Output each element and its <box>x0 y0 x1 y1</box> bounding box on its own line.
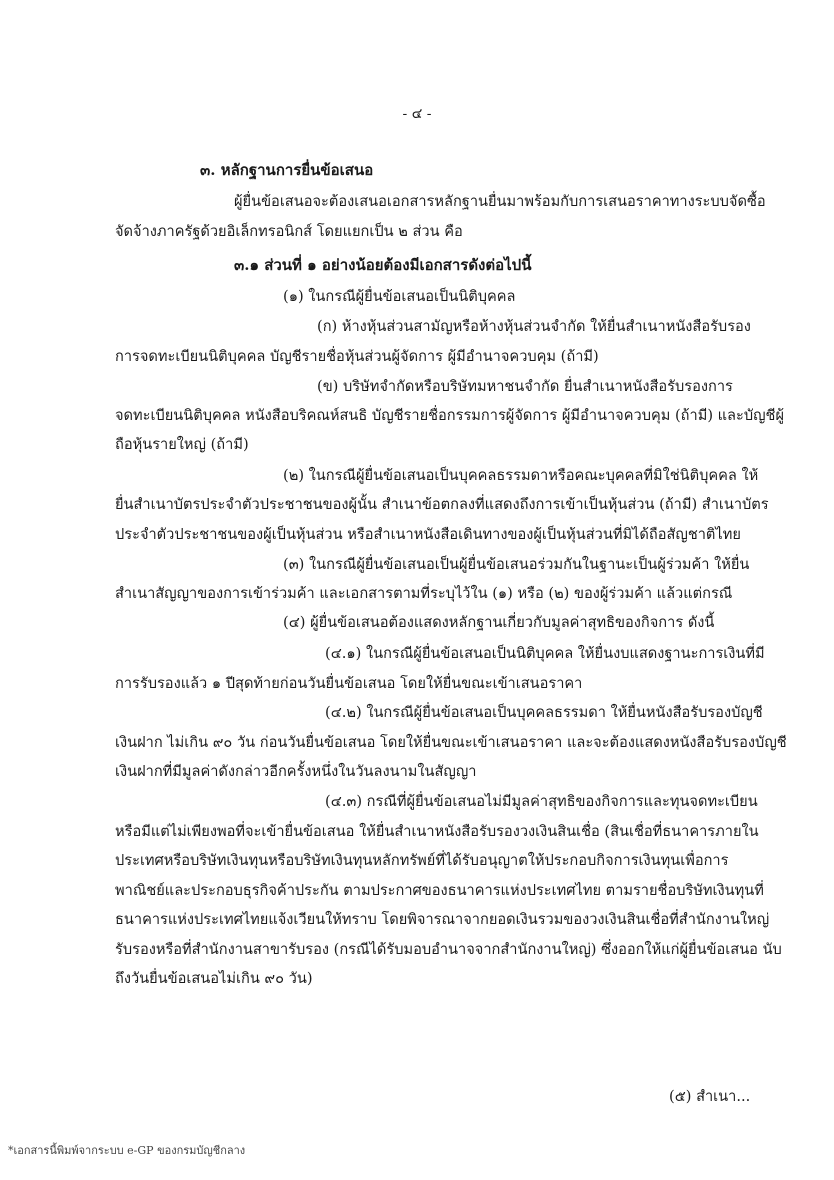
item-line: (๓) ในกรณีผู้ยื่นข้อเสนอเป็นผู้ยื่นข้อเสนอร่วมกันในฐานะเป็นผู้ร่วมค้า ให้ยื่น <box>283 556 750 573</box>
item-line: (ข) บริษัทจำกัดหรือบริษัทมหาชนจำกัด ยื่นสำเนาหนังสือรับรองการ <box>317 378 733 395</box>
paragraph-line: พาณิชย์และประกอบธุรกิจค้าประกัน ตามประกาศของธนาคารแห่งประเทศไทย ตามรายชื่อบริษัทเงินทุนที่ <box>115 882 764 899</box>
paragraph-line: จัดจ้างภาครัฐด้วยอิเล็กทรอนิกส์ โดยแยกเป็น ๒ ส่วน คือ <box>115 223 463 240</box>
paragraph-line: ถึงวันยื่นข้อเสนอไม่เกิน ๙๐ วัน) <box>115 970 313 987</box>
paragraph-line: รับรองหรือที่สำนักงานสาขารับรอง (กรณีได้รับมอบอำนาจจากสำนักงานใหญ่) ซึ่งออกให้แก่ผู้ยื่นข้อเสนอ นับ <box>115 941 782 958</box>
paragraph-line: ประจำตัวประชาชนของผู้เป็นหุ้นส่วน หรือสำเนาหนังสือเดินทางของผู้เป็นหุ้นส่วนที่มิได้ถือสัญชาติไทย <box>115 526 741 543</box>
paragraph-line: ยื่นสำเนาบัตรประจำตัวประชาชนของผู้นั้น สำเนาข้อตกลงที่แสดงถึงการเข้าเป็นหุ้นส่วน (ถ้ามี) สำเนาบัตร <box>115 496 769 513</box>
item-line: (๔) ผู้ยื่นข้อเสนอต้องแสดงหลักฐานเกี่ยวกับมูลค่าสุทธิของกิจการ ดังนี้ <box>283 614 715 631</box>
subsection-heading: ๓.๑ ส่วนที่ ๑ อย่างน้อยต้องมีเอกสารดังต่อไปนี้ <box>234 256 532 274</box>
continuation-marker: (๕) สำเนา... <box>669 1088 751 1105</box>
item-line: (๔.๑) ในกรณีผู้ยื่นข้อเสนอเป็นนิติบุคคล ให้ยื่นงบแสดงฐานะการเงินที่มี <box>325 645 765 662</box>
paragraph-line: หรือมีแต่ไม่เพียงพอที่จะเข้ายื่นข้อเสนอ ให้ยื่นสำเนาหนังสือรับรองวงเงินสินเชื่อ (สินเชื่อที่ธนาคารภายใน <box>115 823 759 840</box>
item-line: (๔.๓) กรณีที่ผู้ยื่นข้อเสนอไม่มีมูลค่าสุทธิของกิจการและทุนจดทะเบียน <box>325 793 758 810</box>
item-line: (๑) ในกรณีผู้ยื่นข้อเสนอเป็นนิติบุคคล <box>283 288 516 305</box>
section-heading: ๓. หลักฐานการยื่นข้อเสนอ <box>200 161 374 179</box>
paragraph-line: ถือหุ้นรายใหญ่ (ถ้ามี) <box>115 436 249 453</box>
paragraph-line: สำเนาสัญญาของการเข้าร่วมค้า และเอกสารตามที่ระบุไว้ใน (๑) หรือ (๒) ของผู้ร่วมค้า แล้วแต่กรณี <box>115 585 733 602</box>
paragraph-line: ผู้ยื่นข้อเสนอจะต้องเสนอเอกสารหลักฐานยื่นมาพร้อมกับการเสนอราคาทางระบบจัดซื้อ <box>234 193 766 210</box>
paragraph-line: การรับรองแล้ว ๑ ปีสุดท้ายก่อนวันยื่นข้อเสนอ โดยให้ยื่นขณะเข้าเสนอราคา <box>115 675 583 692</box>
item-line: (๔.๒) ในกรณีผู้ยื่นข้อเสนอเป็นบุคคลธรรมดา ให้ยื่นหนังสือรับรองบัญชี <box>325 704 763 721</box>
paragraph-line: ประเทศหรือบริษัทเงินทุนหรือบริษัทเงินทุนหลักทรัพย์ที่ได้รับอนุญาตให้ประกอบกิจการเงินทุนเพื่อการ <box>115 852 729 869</box>
paragraph-line: เงินฝากที่มีมูลค่าดังกล่าวอีกครั้งหนึ่งในวันลงนามในสัญญา <box>115 763 477 780</box>
paragraph-line: จดทะเบียนนิติบุคคล หนังสือบริคณห์สนธิ บัญชีรายชื่อกรรมการผู้จัดการ ผู้มีอำนาจควบคุม (ถ้ามี) และบัญชีผู้ <box>115 407 784 424</box>
page-number: - ๔ - <box>402 106 432 122</box>
paragraph-line: การจดทะเบียนนิติบุคคล บัญชีรายชื่อหุ้นส่วนผู้จัดการ ผู้มีอำนาจควบคุม (ถ้ามี) <box>115 348 599 365</box>
paragraph-line: เงินฝาก ไม่เกิน ๙๐ วัน ก่อนวันยื่นข้อเสนอ โดยให้ยื่นขณะเข้าเสนอราคา และจะต้องแสดงหนังสือรับรองบัญชี <box>115 734 787 751</box>
item-line: (ก) ห้างหุ้นส่วนสามัญหรือห้างหุ้นส่วนจำกัด ให้ยื่นสำเนาหนังสือรับรอง <box>317 318 751 335</box>
paragraph-line: ธนาคารแห่งประเทศไทยแจ้งเวียนให้ทราบ โดยพิจารณาจากยอดเงินรวมของวงเงินสินเชื่อที่สำนักงานใหญ่ <box>115 911 770 928</box>
item-line: (๒) ในกรณีผู้ยื่นข้อเสนอเป็นบุคคลธรรมดาหรือคณะบุคคลที่มิใช่นิติบุคคล ให้ <box>283 467 759 484</box>
footer-note: *เอกสารนี้พิมพ์จากระบบ e-GP ของกรมบัญชีกลาง <box>8 1144 246 1157</box>
